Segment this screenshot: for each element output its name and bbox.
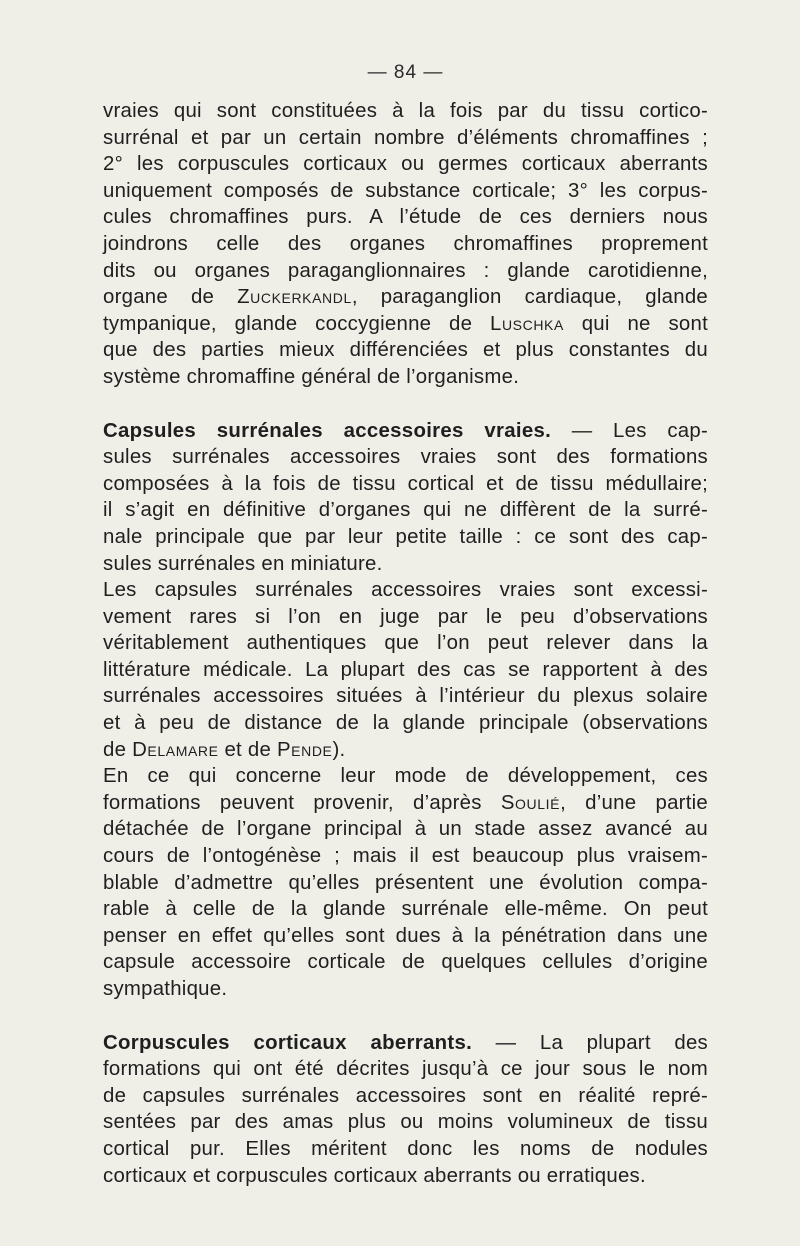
text-line: rable à celle de la glande surrénale elle-même. On peut: [103, 898, 708, 921]
text-line: sules surrénales accessoires vraies sont des formations: [103, 446, 708, 469]
paragraph-capsules-accessoires: [103, 418, 708, 578]
text-line: de capsules surrénales accessoires sont en réalité repré-: [103, 1084, 708, 1107]
text-line: nale principale que par leur petite taille : ce sont des cap-: [103, 525, 708, 548]
text-line: En ce qui concerne leur mode de développement, ces: [103, 765, 708, 788]
proper-name: Delamare: [132, 738, 219, 761]
text-line: sympathique.: [103, 978, 228, 1000]
text-line: joindrons celle des organes chromaffines proprement: [103, 232, 708, 255]
text-line: capsule accessoire corticale de quelques cellules d’origine: [103, 951, 708, 974]
text-line: cules chromaffines purs. A l’étude de ces derniers nous: [103, 206, 708, 229]
paragraph-rarete: [103, 577, 708, 763]
text-line: véritablement authentiques que l’on peut relever dans la: [103, 632, 708, 655]
proper-name: Luschka: [490, 312, 564, 335]
text-line: cours de l’ontogénèse ; mais il est beaucoup plus vraisem-: [103, 845, 708, 868]
text-line: uniquement composés de substance corticale; 3° les corpus-: [103, 179, 708, 202]
text-line: 2° les corpuscules corticaux ou germes corticaux aberrants: [103, 153, 708, 176]
text-line: surrénales accessoires situées à l’intérieur du plexus solaire: [103, 685, 708, 708]
text-line: vement rares si l’on en juge par le peu d’observations: [103, 605, 708, 628]
text-line: système chromaffine général de l’organisme.: [103, 365, 520, 388]
paragraph-intro: [103, 98, 708, 391]
text-line: détachée de l’organe principal à un stade assez avancé au: [103, 818, 708, 841]
proper-name: Pende: [276, 738, 333, 761]
text-line: cortical pur. Elles méritent donc les noms de nodules: [103, 1137, 708, 1160]
paragraph-developpement: [103, 763, 708, 1002]
text-line: Les capsules surrénales accessoires vraies sont excessi-: [103, 579, 708, 602]
paragraph-corpuscules-corticaux: [103, 1030, 708, 1190]
text-line: corticaux et corpuscules corticaux aberrants ou erratiques.: [103, 1164, 646, 1187]
heading-continuation: — La plupart des: [472, 1031, 708, 1054]
document-page: [103, 62, 708, 1189]
text-line: sules surrénales en miniature.: [103, 552, 383, 575]
text-line: sentées par des amas plus ou moins volumineux de tissu: [103, 1111, 708, 1134]
text-line: que des parties mieux différenciées et plus constantes du: [103, 339, 708, 362]
text-line: organe de Zuckerkandl, paraganglion cardiaque, glande: [103, 286, 708, 309]
text-line: penser en effet qu’elles sont dues à la pénétration dans une: [103, 924, 708, 947]
proper-name: Soulié: [500, 791, 561, 814]
text-line: composées à la fois de tissu cortical et de tissu médullaire;: [103, 472, 708, 495]
text-line: formations qui ont été décrites jusqu’à ce jour sous le nom: [103, 1058, 708, 1081]
text-line: vraies qui sont constituées à la fois par du tissu cortico-: [103, 100, 708, 122]
section-heading: Corpuscules corticaux aberrants.: [103, 1031, 473, 1054]
text-line: il s’agit en définitive d’organes qui ne diffèrent de la surré-: [103, 499, 708, 522]
text-line: blable d’admettre qu’elles présentent une évolution compa-: [103, 871, 708, 894]
text-line: littérature médicale. La plupart des cas se rapportent à des: [103, 658, 708, 681]
text-line: tympanique, glande coccygienne de Luschka qui ne sont: [103, 312, 708, 335]
proper-name: Zuckerkandl: [237, 286, 352, 309]
text-line: de Delamare et de Pende).: [103, 738, 346, 761]
text-line: surrénal et par un certain nombre d’éléments chromaffines ;: [103, 126, 708, 149]
text-line: formations peuvent provenir, d’après Soulié, d’une partie: [103, 791, 708, 814]
text-line: et à peu de distance de la glande principale (observations: [103, 712, 708, 735]
text-line: dits ou organes paraganglionnaires : glande carotidienne,: [103, 259, 708, 282]
text-line: [103, 1030, 708, 1057]
section-heading: Capsules surrénales accessoires vraies.: [103, 419, 552, 442]
text-line: [103, 418, 708, 445]
page-number: — 84 —: [367, 62, 444, 83]
heading-continuation: — Les cap-: [551, 419, 708, 442]
